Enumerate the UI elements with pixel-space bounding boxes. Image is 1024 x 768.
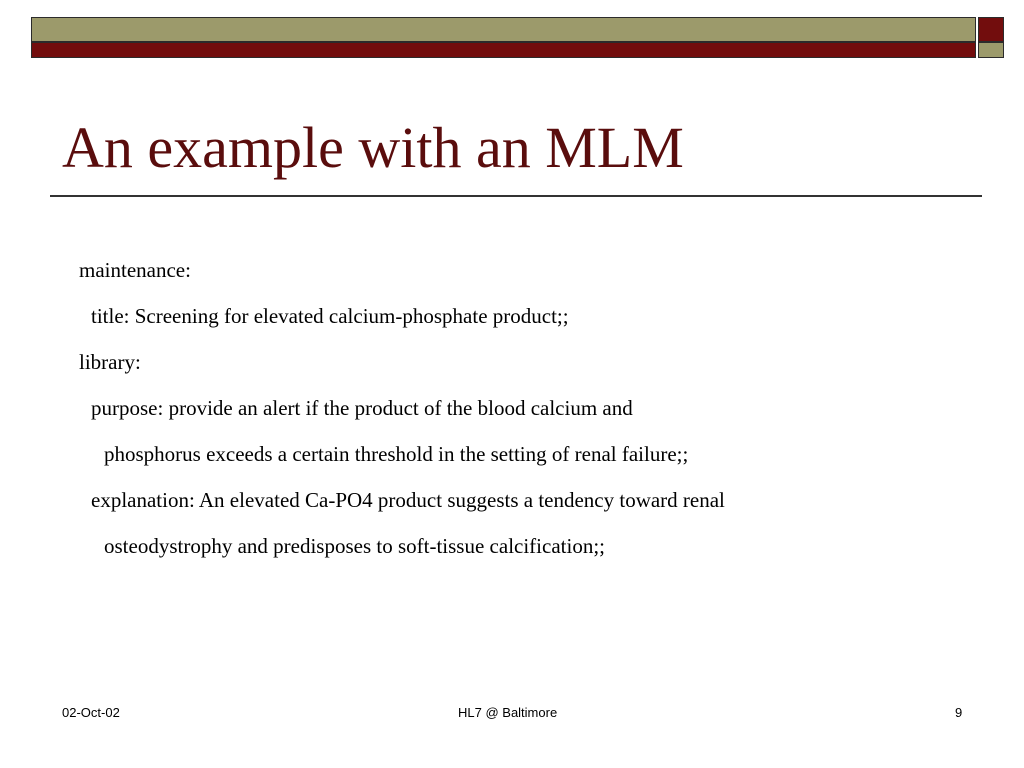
header-olive-square: [978, 42, 1004, 58]
body-line-explanation: explanation: An elevated Ca-PO4 product suggests a tendency toward renal: [91, 488, 725, 512]
body-line-purpose: purpose: provide an alert if the product of the blood calcium and: [91, 396, 633, 420]
title-underline: [50, 195, 982, 197]
body-line-explanation-cont: osteodystrophy and predisposes to soft-tissue calcification;;: [104, 534, 605, 558]
footer-date: 02-Oct-02: [62, 705, 120, 720]
footer-page-number: 9: [955, 705, 963, 720]
header-maroon-square: [978, 17, 1004, 42]
body-line-library: library:: [79, 350, 141, 374]
body-line-maintenance: maintenance:: [79, 258, 191, 282]
body-line-purpose-cont: phosphorus exceeds a certain threshold in the setting of renal failure;;: [104, 442, 689, 466]
footer-center-text: HL7 @ Baltimore: [458, 705, 558, 720]
body-line-title: title: Screening for elevated calcium-phosphate product;;: [91, 304, 569, 328]
slide-title: An example with an MLM: [62, 115, 684, 180]
header-maroon-bar: [31, 42, 976, 58]
header-olive-bar: [31, 17, 976, 42]
